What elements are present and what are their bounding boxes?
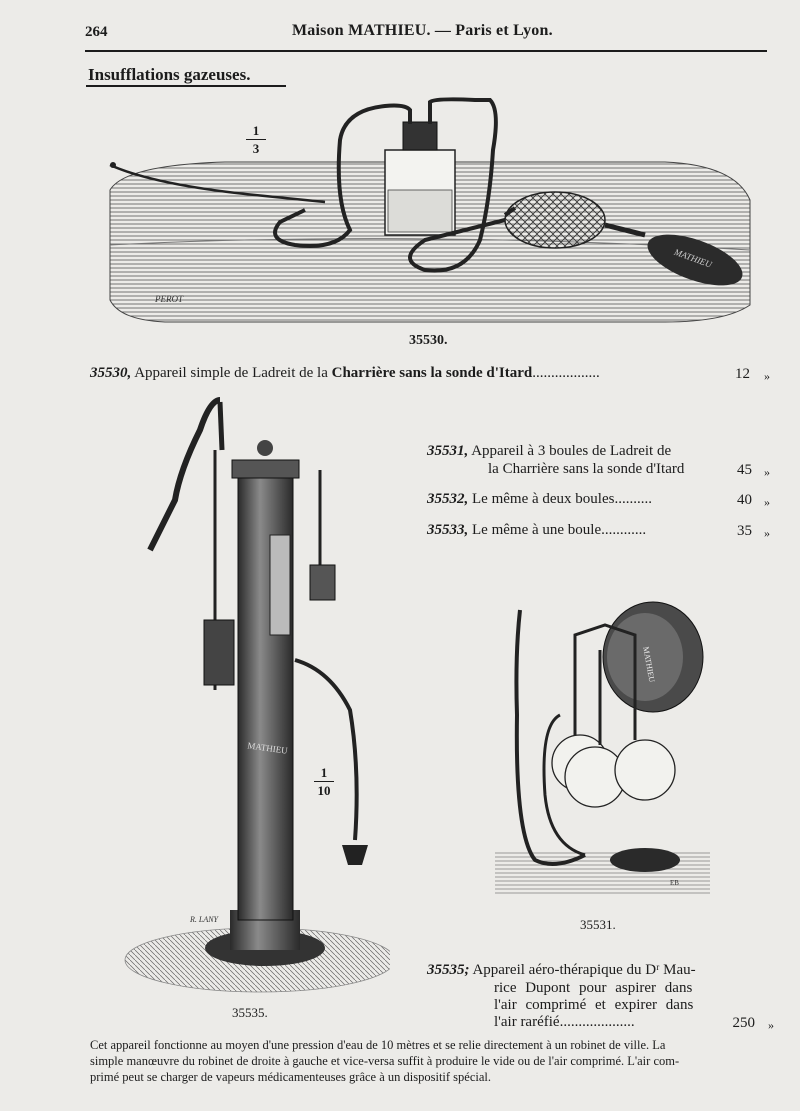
item-35535-line2: rice Dupont pour aspirer dans — [494, 980, 693, 996]
scale-denominator: 10 — [317, 783, 331, 798]
footnote-line-1: Cet appareil fonctionne au moyen d'une pression d'eau de 10 mètres et se relie directement à un robinet de ville. La — [90, 1038, 666, 1052]
page-header-title: Maison MATHIEU. — Paris et Lyon. — [292, 22, 553, 39]
figure-35530-illustration — [105, 90, 755, 325]
currency-mark: » — [764, 369, 770, 383]
item-price-35531: 45 — [737, 462, 752, 478]
figure-caption-35535: 35535. — [232, 1005, 268, 1020]
item-price-35535: 250 — [732, 1015, 755, 1031]
item-ref: 35535; — [427, 962, 470, 978]
scale-numerator: 1 — [320, 765, 328, 780]
section-title-underline — [86, 85, 286, 87]
item-price-35532: 40 — [737, 492, 752, 508]
item-text: Le même à une boule — [472, 522, 602, 538]
item-35531-line1 — [427, 443, 671, 460]
item-leaders: ............ — [601, 522, 647, 538]
item-ref: 35533, — [427, 522, 469, 538]
footnote-line-3: primé peut se charger de vapeurs médicamenteuses grâce à un dispositif spécial. — [90, 1070, 492, 1084]
engraver-signature-3: EB — [670, 879, 679, 887]
bulb-brand-text: MATHIEU — [672, 246, 714, 270]
engraver-signature-1: PEROT — [155, 294, 183, 304]
item-text: Appareil aéro-thérapique du Dʳ Mau- — [472, 962, 696, 978]
item-price-35533: 35 — [737, 523, 752, 539]
footnote-line-2: simple manœuvre du robinet de droite à gauche et vice-versa suffit à produire le vide ou de l'air comprimé. L'air com- — [90, 1054, 680, 1068]
scale-denominator: 3 — [252, 141, 260, 156]
item-leaders: .......... — [614, 491, 652, 507]
currency-mark: » — [768, 1018, 774, 1032]
figure-35531-illustration — [495, 595, 715, 905]
item-35535-line1 — [427, 962, 696, 979]
wheel-brand-text: MATHIEU — [641, 645, 657, 683]
item-35533 — [427, 522, 646, 539]
scale-numerator: 1 — [252, 123, 260, 138]
header-rule — [85, 50, 767, 52]
item-35531-line2: la Charrière sans la sonde d'Itard — [488, 461, 685, 477]
figure-35535-illustration — [120, 390, 390, 1000]
item-text: Le même à deux boules — [472, 491, 615, 507]
section-title: Insufflations gazeuses. — [88, 65, 251, 84]
scale-fraction-2 — [314, 765, 334, 798]
currency-mark: » — [764, 495, 770, 509]
item-leaders: .................. — [532, 365, 600, 381]
item-price-35530: 12 — [735, 366, 750, 382]
figure-caption-35530: 35530. — [409, 333, 448, 348]
currency-mark: » — [764, 526, 770, 540]
engraver-signature-2: R. LANY — [190, 915, 219, 924]
item-text: Appareil simple de Ladreit de la — [134, 365, 332, 381]
item-text-bold: Charrière sans la sonde d'Itard — [331, 365, 533, 381]
page-number: 264 — [85, 24, 108, 40]
scale-fraction-1 — [246, 123, 266, 156]
item-ref: 35532, — [427, 491, 469, 507]
item-ref: 35531, — [427, 443, 469, 459]
item-35532 — [427, 491, 652, 508]
figure-caption-35531: 35531. — [580, 917, 616, 932]
item-ref: 35530, — [90, 365, 132, 381]
item-35535-line3: l'air comprimé et expirer dans — [494, 997, 694, 1013]
item-leaders: .................... — [559, 1014, 635, 1030]
item-35530 — [90, 365, 600, 382]
currency-mark: » — [764, 465, 770, 479]
item-text: l'air raréfié — [494, 1014, 560, 1030]
column-brand-text: MATHIEU — [246, 740, 289, 756]
item-text: Appareil à 3 boules de Ladreit de — [471, 443, 672, 459]
item-35535-line4 — [494, 1014, 635, 1031]
